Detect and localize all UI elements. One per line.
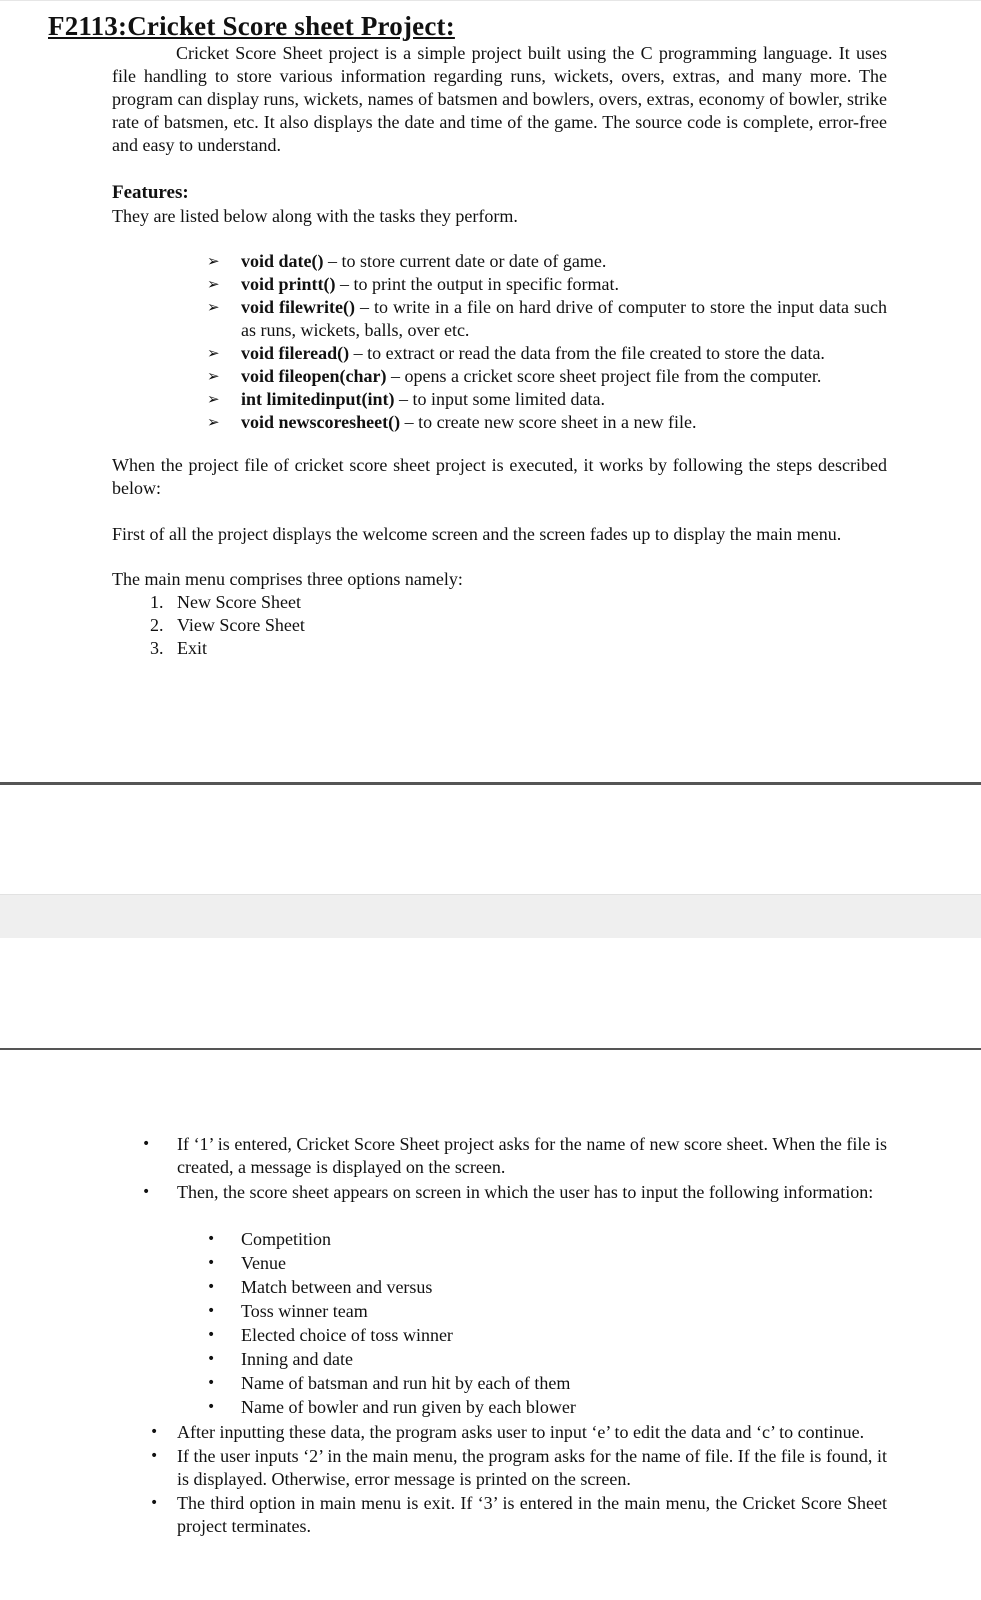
feature-item [207, 296, 887, 342]
step-item [150, 1445, 887, 1491]
step-text: Then, the score sheet appears on screen in which the user has to input the following information: [177, 1182, 874, 1202]
feature-description: – to input some limited data. [394, 389, 606, 409]
input-field-item [207, 1276, 576, 1300]
arrow-bullet-icon: ➢ [207, 298, 220, 316]
input-field-item [207, 1396, 576, 1420]
features-list [207, 250, 887, 434]
welcome-screen-paragraph: First of all the project displays the welcome screen and the screen fades up to display the main menu. [112, 524, 842, 544]
bullet-icon: • [207, 1303, 216, 1319]
feature-function-name: void date() [241, 251, 324, 271]
step-item [150, 1492, 887, 1538]
steps-list [140, 1133, 887, 1204]
input-field-label: Toss winner team [241, 1301, 368, 1321]
intro-paragraph [112, 42, 887, 157]
bullet-icon: • [207, 1327, 216, 1343]
step-text: The third option in main menu is exit. If ‘3’ is entered in the main menu, the Cricket Score Sheet project terminates. [177, 1493, 887, 1536]
step-item [140, 1181, 887, 1204]
step-item [150, 1421, 887, 1444]
bullet-icon: • [207, 1255, 216, 1271]
feature-description: – to print the output in specific format. [335, 274, 619, 294]
arrow-bullet-icon: ➢ [207, 252, 220, 270]
bullet-icon: • [142, 1184, 151, 1200]
feature-description: – to write in a file on hard drive of computer to store the input data such as runs, wickets, balls, over etc. [241, 297, 887, 340]
feature-item [207, 411, 887, 434]
bullet-icon: • [150, 1424, 159, 1440]
execution-intro-paragraph: When the project file of cricket score sheet project is executed, it works by following the steps described below: [112, 455, 887, 498]
arrow-bullet-icon: ➢ [207, 275, 220, 293]
bullet-icon: • [150, 1448, 159, 1464]
menu-option-label: View Score Sheet [177, 615, 305, 635]
bullet-icon: • [150, 1495, 159, 1511]
input-field-item [207, 1324, 576, 1348]
intro-first-sentence: Cricket Score Sheet project is a simple project built using the C programming language. [176, 43, 833, 63]
step-text: After inputting these data, the program asks user to input ‘e’ to edit the data and ‘c’ to continue. [177, 1422, 865, 1442]
bullet-icon: • [207, 1399, 216, 1415]
feature-item [207, 365, 887, 388]
feature-item [207, 250, 887, 273]
input-field-item [207, 1372, 576, 1396]
feature-description: – to extract or read the data from the file created to store the data. [349, 343, 825, 363]
arrow-bullet-icon: ➢ [207, 344, 220, 362]
features-heading: Features: [112, 182, 189, 203]
score-sheet-inputs-list [207, 1228, 576, 1420]
step-text: If ‘1’ is entered, Cricket Score Sheet project asks for the name of new score sheet. When the file is created, a message is displayed on the screen. [177, 1134, 887, 1177]
step-item [140, 1133, 887, 1179]
bullet-icon: • [207, 1279, 216, 1295]
input-field-item [207, 1348, 576, 1372]
menu-option-label: Exit [177, 638, 207, 658]
feature-function-name: void printt() [241, 274, 336, 294]
feature-item [207, 342, 887, 365]
main-menu-lead: The main menu comprises three options namely: [112, 569, 463, 589]
document-title: F2113:Cricket Score sheet Project: [48, 11, 455, 41]
menu-option-label: New Score Sheet [177, 592, 301, 612]
input-field-label: Inning and date [241, 1349, 353, 1369]
step-text: If the user inputs ‘2’ in the main menu, the program asks for the name of file. If the file is found, it is displayed. Otherwise, error message is printed on the screen. [177, 1446, 887, 1489]
main-menu-options-list [150, 591, 305, 660]
input-field-item [207, 1300, 576, 1324]
feature-description: – opens a cricket score sheet project file from the computer. [386, 366, 822, 386]
menu-option [150, 637, 305, 660]
bullet-icon: • [207, 1351, 216, 1367]
document-page-1 [0, 0, 981, 783]
bullet-icon: • [207, 1231, 216, 1247]
menu-option-number: 1. [150, 592, 164, 612]
arrow-bullet-icon: ➢ [207, 367, 220, 385]
feature-function-name: void newscoresheet() [241, 412, 401, 432]
page-gap-band [0, 894, 981, 939]
input-field-label: Match between and versus [241, 1277, 433, 1297]
feature-function-name: void fileread() [241, 343, 350, 363]
menu-option [150, 614, 305, 637]
page-break-divider [0, 782, 981, 897]
menu-option-number: 3. [150, 638, 164, 658]
steps-list-continued [150, 1421, 887, 1538]
input-field-label: Name of bowler and run given by each blower [241, 1397, 576, 1417]
arrow-bullet-icon: ➢ [207, 390, 220, 408]
feature-description: – to store current date or date of game. [323, 251, 607, 271]
menu-option [150, 591, 305, 614]
arrow-bullet-icon: ➢ [207, 413, 220, 431]
input-field-label: Competition [241, 1229, 331, 1249]
input-field-label: Name of batsman and run hit by each of them [241, 1373, 571, 1393]
input-field-item [207, 1228, 576, 1252]
feature-function-name: void filewrite() [241, 297, 355, 317]
bullet-icon: • [207, 1375, 216, 1391]
features-lead: They are listed below along with the tasks they perform. [112, 206, 518, 226]
menu-option-number: 2. [150, 615, 164, 635]
input-field-label: Venue [241, 1253, 286, 1273]
feature-function-name: void fileopen(char) [241, 366, 387, 386]
input-field-label: Elected choice of toss winner [241, 1325, 453, 1345]
page-break-divider [0, 938, 981, 1051]
input-field-item [207, 1252, 576, 1276]
feature-item [207, 388, 887, 411]
feature-item [207, 273, 887, 296]
feature-description: – to create new score sheet in a new file. [400, 412, 697, 432]
bullet-icon: • [142, 1136, 151, 1152]
feature-function-name: int limitedinput(int) [241, 389, 395, 409]
intro-rest: It uses file handling to store various information regarding runs, wickets, overs, extras, and many more. The program can display runs, wickets, names of batsmen and bowlers, overs, extras, economy of bowler, strike rate of batsmen, etc. It also displays the date and time of the game. The source code is complete, error-free and easy to understand. [112, 43, 888, 155]
